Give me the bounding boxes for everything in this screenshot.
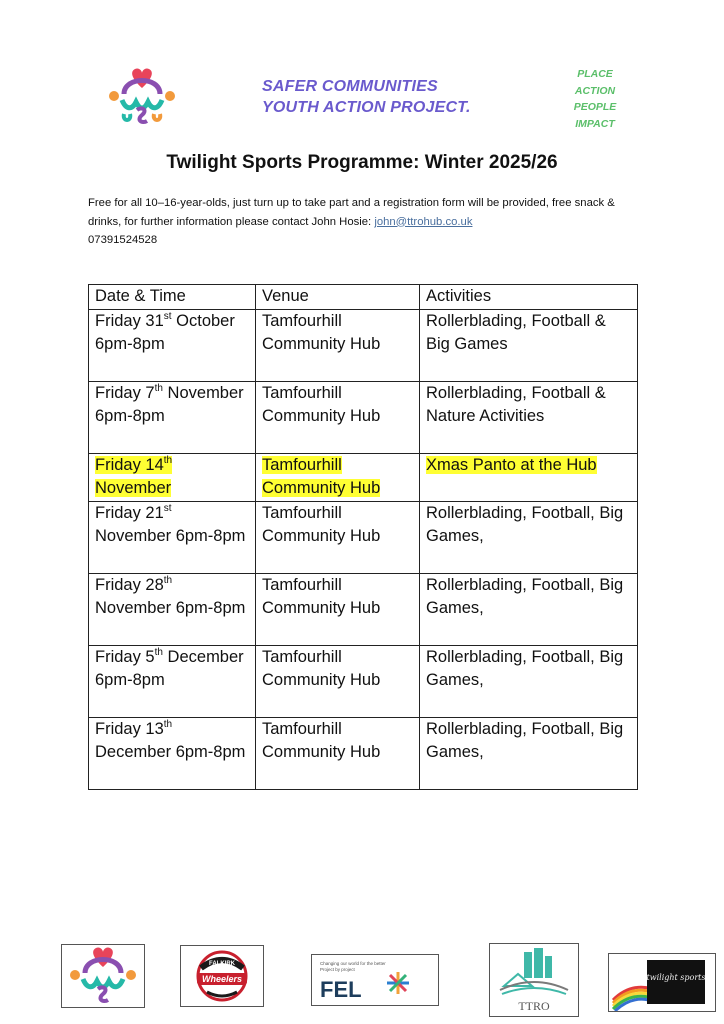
schedule-table <box>88 284 638 790</box>
wheelers-arc-text: FALKIRK <box>209 961 235 967</box>
venue-cell: Tamfourhill Community Hub <box>256 645 420 717</box>
table-header-row <box>89 285 638 310</box>
header-venue: Venue <box>256 285 420 310</box>
footer-logo-ttro <box>489 943 579 1017</box>
activities-cell: Rollerblading, Football, Big Games, <box>420 717 638 789</box>
date-cell: Friday 14th November <box>89 453 256 501</box>
date-cell: Friday 13th December 6pm-8pm <box>89 717 256 789</box>
header-date-time: Date & Time <box>89 285 256 310</box>
activities-cell: Rollerblading, Football & Big Games <box>420 309 638 381</box>
twilight-sports-logo <box>609 954 715 1011</box>
venue-cell: Tamfourhill Community Hub <box>256 381 420 453</box>
date-cell: Friday 21st November 6pm-8pm <box>89 501 256 573</box>
date-cell: Friday 28th November 6pm-8pm <box>89 573 256 645</box>
activities-cell: Rollerblading, Football, Big Games, <box>420 573 638 645</box>
fel-logo <box>312 955 438 1005</box>
activities-cell: Rollerblading, Football, Big Games, <box>420 501 638 573</box>
tagline-people: PEOPLE <box>573 101 617 113</box>
tagline-action: ACTION <box>574 84 616 97</box>
page-title: Twilight Sports Programme: Winter 2025/26 <box>166 152 558 173</box>
venue-cell: Tamfourhill Community Hub <box>256 717 420 789</box>
fel-wordmark: FEL <box>320 977 362 1002</box>
org-title <box>262 76 471 118</box>
venue-cell: Tamfourhill Community Hub <box>256 573 420 645</box>
footer-logo-twilight-sports <box>608 953 716 1012</box>
intro-text: Free for all 10–16-year-olds, just turn up to take part and a registration form will be provided, free snack & drinks, for further information please contact John Hosie: <box>88 197 615 228</box>
date-cell: Friday 5th December 6pm-8pm <box>89 645 256 717</box>
table-row <box>89 717 638 789</box>
fel-star-icon <box>387 972 409 994</box>
venue-cell: Tamfourhill Community Hub <box>256 453 420 501</box>
wheelers-name-text: Wheelers <box>201 974 243 984</box>
contact-email-link[interactable]: john@ttrohub.co.uk <box>374 215 473 228</box>
table-row <box>89 645 638 717</box>
footer-logo-fel <box>311 954 439 1006</box>
venue-cell: Tamfourhill Community Hub <box>256 501 420 573</box>
activities-cell: Xmas Panto at the Hub <box>420 453 638 501</box>
twilight-wordmark: twilight sports <box>646 973 706 982</box>
fel-tagline-line-1: Changing our world for the better <box>320 961 386 966</box>
activities-cell: Rollerblading, Football, Big Games, <box>420 645 638 717</box>
fel-tagline-line-2: Project by project <box>320 967 355 972</box>
table-row <box>89 573 638 645</box>
ttro-logo <box>490 944 578 1016</box>
activities-cell: Rollerblading, Football & Nature Activities <box>420 381 638 453</box>
table-row-highlighted <box>89 453 638 501</box>
contact-phone: 07391524528 <box>88 234 158 246</box>
table-row <box>89 381 638 453</box>
intro-paragraph <box>88 194 648 250</box>
tagline-place: PLACE <box>577 68 613 80</box>
footer-logo-falkirk-wheelers <box>180 945 264 1007</box>
safer-communities-logo <box>104 66 180 128</box>
table-row <box>89 309 638 381</box>
header-activities: Activities <box>420 285 638 310</box>
safer-communities-logo-small <box>62 945 144 1007</box>
falkirk-wheelers-badge <box>181 946 263 1006</box>
date-cell: Friday 7th November 6pm-8pm <box>89 381 256 453</box>
org-title-line-2: YOUTH ACTION PROJECT. <box>262 99 471 116</box>
footer-logo-safer-communities <box>61 944 145 1008</box>
venue-cell: Tamfourhill Community Hub <box>256 309 420 381</box>
date-cell: Friday 31st October 6pm-8pm <box>89 309 256 381</box>
org-title-line-1: SAFER COMMUNITIES <box>262 78 438 95</box>
tagline <box>568 66 622 132</box>
tagline-impact: IMPACT <box>575 117 615 130</box>
ttro-wordmark: TTRO <box>518 999 550 1013</box>
table-row <box>89 501 638 573</box>
